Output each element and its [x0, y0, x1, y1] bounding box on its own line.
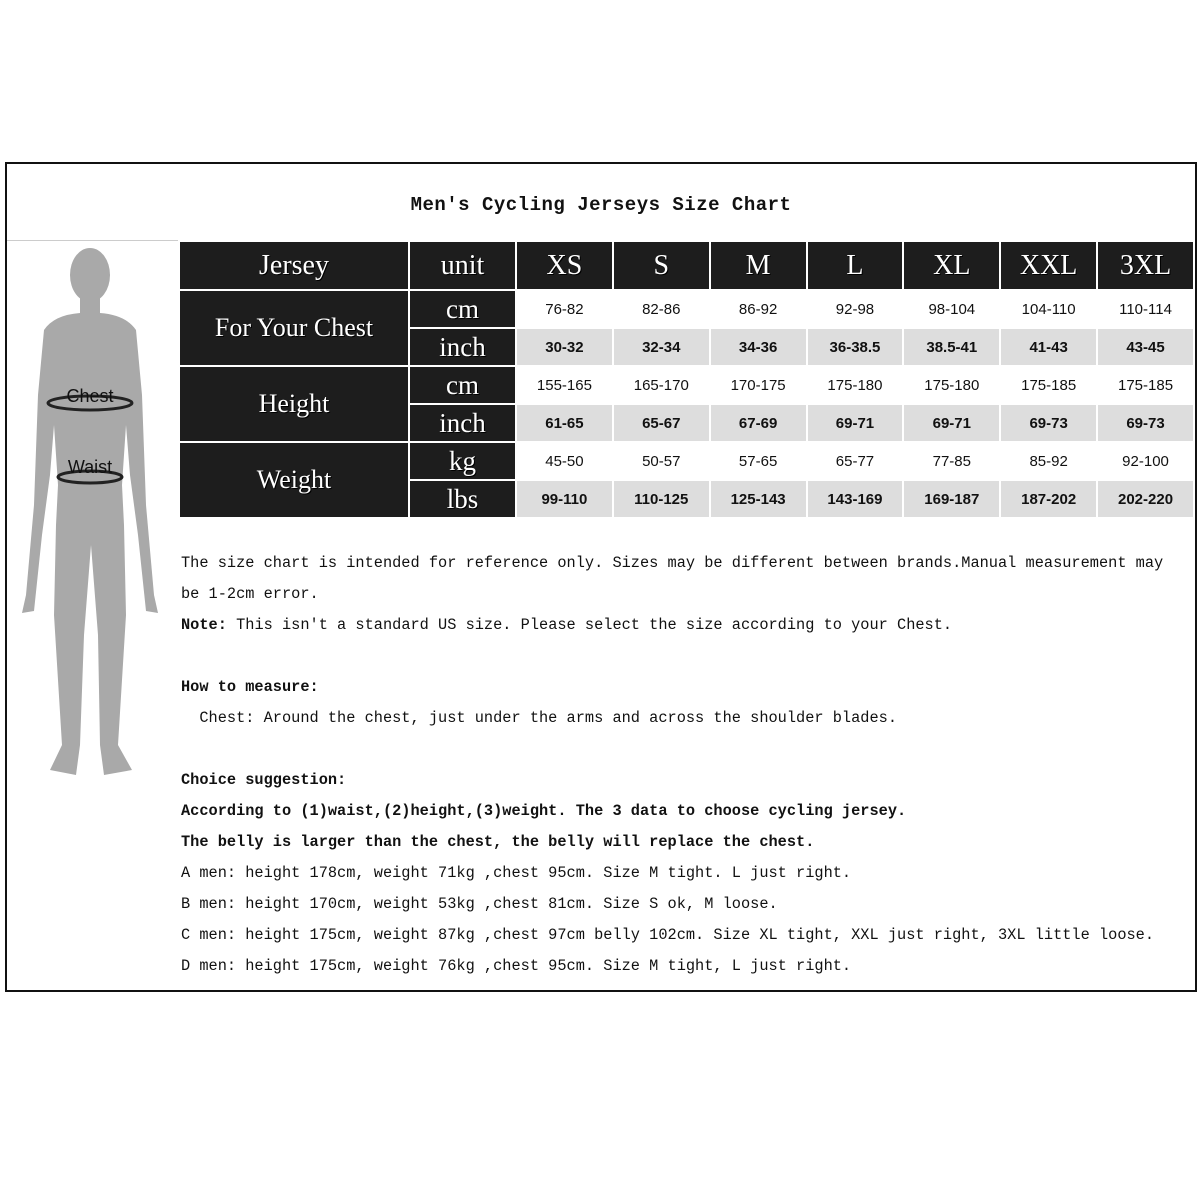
value-cell: 175-180 — [903, 366, 1000, 404]
choice-line: The belly is larger than the chest, the belly will replace the chest. — [181, 833, 815, 851]
value-cell: 69-71 — [903, 404, 1000, 442]
table-row — [179, 366, 1194, 404]
row-group-label: Weight — [179, 442, 409, 518]
value-cell: 36-38.5 — [807, 328, 904, 366]
value-cell: 202-220 — [1097, 480, 1194, 518]
header-size: XXL — [1000, 241, 1097, 290]
header-size: M — [710, 241, 807, 290]
header-size: S — [613, 241, 710, 290]
value-cell: 86-92 — [710, 290, 807, 328]
value-cell: 85-92 — [1000, 442, 1097, 480]
value-cell: 170-175 — [710, 366, 807, 404]
example-line: D men: height 175cm, weight 76kg ,chest 95cm. Size M tight, L just right. — [181, 957, 852, 975]
value-cell: 110-125 — [613, 480, 710, 518]
value-cell: 61-65 — [516, 404, 613, 442]
size-table — [178, 240, 1195, 519]
choice-heading: Choice suggestion: — [181, 771, 347, 789]
unit-cell: lbs — [409, 480, 516, 518]
chart-title: Men's Cycling Jerseys Size Chart — [410, 194, 792, 216]
row-group-label: For Your Chest — [179, 290, 409, 366]
table-row — [179, 290, 1194, 328]
unit-cell: inch — [409, 404, 516, 442]
value-cell: 34-36 — [710, 328, 807, 366]
body-silhouette-figure — [14, 245, 164, 785]
value-cell: 104-110 — [1000, 290, 1097, 328]
header-size: XS — [516, 241, 613, 290]
value-cell: 187-202 — [1000, 480, 1097, 518]
value-cell: 43-45 — [1097, 328, 1194, 366]
how-to-measure-heading: How to measure: — [181, 678, 319, 696]
value-cell: 76-82 — [516, 290, 613, 328]
example-line: B men: height 170cm, weight 53kg ,chest 81cm. Size S ok, M loose. — [181, 895, 778, 913]
note-label: Note: — [181, 616, 227, 634]
header-size: XL — [903, 241, 1000, 290]
notes-section — [181, 548, 1191, 982]
value-cell: 165-170 — [613, 366, 710, 404]
value-cell: 143-169 — [807, 480, 904, 518]
figure-label-chest: Chest — [66, 386, 114, 406]
choice-line: According to (1)waist,(2)height,(3)weight. The 3 data to choose cycling jersey. — [181, 802, 907, 820]
figure-label-waist: Waist — [67, 457, 113, 477]
value-cell: 45-50 — [516, 442, 613, 480]
value-cell: 125-143 — [710, 480, 807, 518]
value-cell: 175-180 — [807, 366, 904, 404]
value-cell: 77-85 — [903, 442, 1000, 480]
disclaimer-line: The size chart is intended for reference only. Sizes may be different between brands.Manual measurement may — [181, 554, 1164, 572]
value-cell: 65-67 — [613, 404, 710, 442]
row-group-label: Height — [179, 366, 409, 442]
example-line: C men: height 175cm, weight 87kg ,chest 97cm belly 102cm. Size XL tight, XXL just right, 3XL little loose. — [181, 926, 1155, 944]
header-jersey: Jersey — [179, 241, 409, 290]
how-to-measure-chest: Chest: Around the chest, just under the arms and across the shoulder blades. — [181, 709, 898, 727]
disclaimer-line: be 1-2cm error. — [181, 585, 319, 603]
value-cell: 38.5-41 — [903, 328, 1000, 366]
table-row — [179, 442, 1194, 480]
value-cell: 69-73 — [1097, 404, 1194, 442]
note-line — [181, 610, 1191, 641]
header-size: L — [807, 241, 904, 290]
value-cell: 169-187 — [903, 480, 1000, 518]
value-cell: 92-100 — [1097, 442, 1194, 480]
value-cell: 99-110 — [516, 480, 613, 518]
value-cell: 41-43 — [1000, 328, 1097, 366]
value-cell: 98-104 — [903, 290, 1000, 328]
value-cell: 82-86 — [613, 290, 710, 328]
value-cell: 50-57 — [613, 442, 710, 480]
header-size: 3XL — [1097, 241, 1194, 290]
value-cell: 67-69 — [710, 404, 807, 442]
note-text: This isn't a standard US size. Please select the size according to your Chest. — [226, 616, 953, 634]
unit-cell: cm — [409, 366, 516, 404]
unit-cell: inch — [409, 328, 516, 366]
value-cell: 92-98 — [807, 290, 904, 328]
value-cell: 65-77 — [807, 442, 904, 480]
value-cell: 175-185 — [1097, 366, 1194, 404]
table-header-row — [179, 241, 1194, 290]
example-line: A men: height 178cm, weight 71kg ,chest 95cm. Size M tight. L just right. — [181, 864, 852, 882]
unit-cell: kg — [409, 442, 516, 480]
value-cell: 69-71 — [807, 404, 904, 442]
value-cell: 57-65 — [710, 442, 807, 480]
value-cell: 69-73 — [1000, 404, 1097, 442]
header-unit: unit — [409, 241, 516, 290]
value-cell: 30-32 — [516, 328, 613, 366]
value-cell: 110-114 — [1097, 290, 1194, 328]
value-cell: 32-34 — [613, 328, 710, 366]
unit-cell: cm — [409, 290, 516, 328]
value-cell: 155-165 — [516, 366, 613, 404]
value-cell: 175-185 — [1000, 366, 1097, 404]
